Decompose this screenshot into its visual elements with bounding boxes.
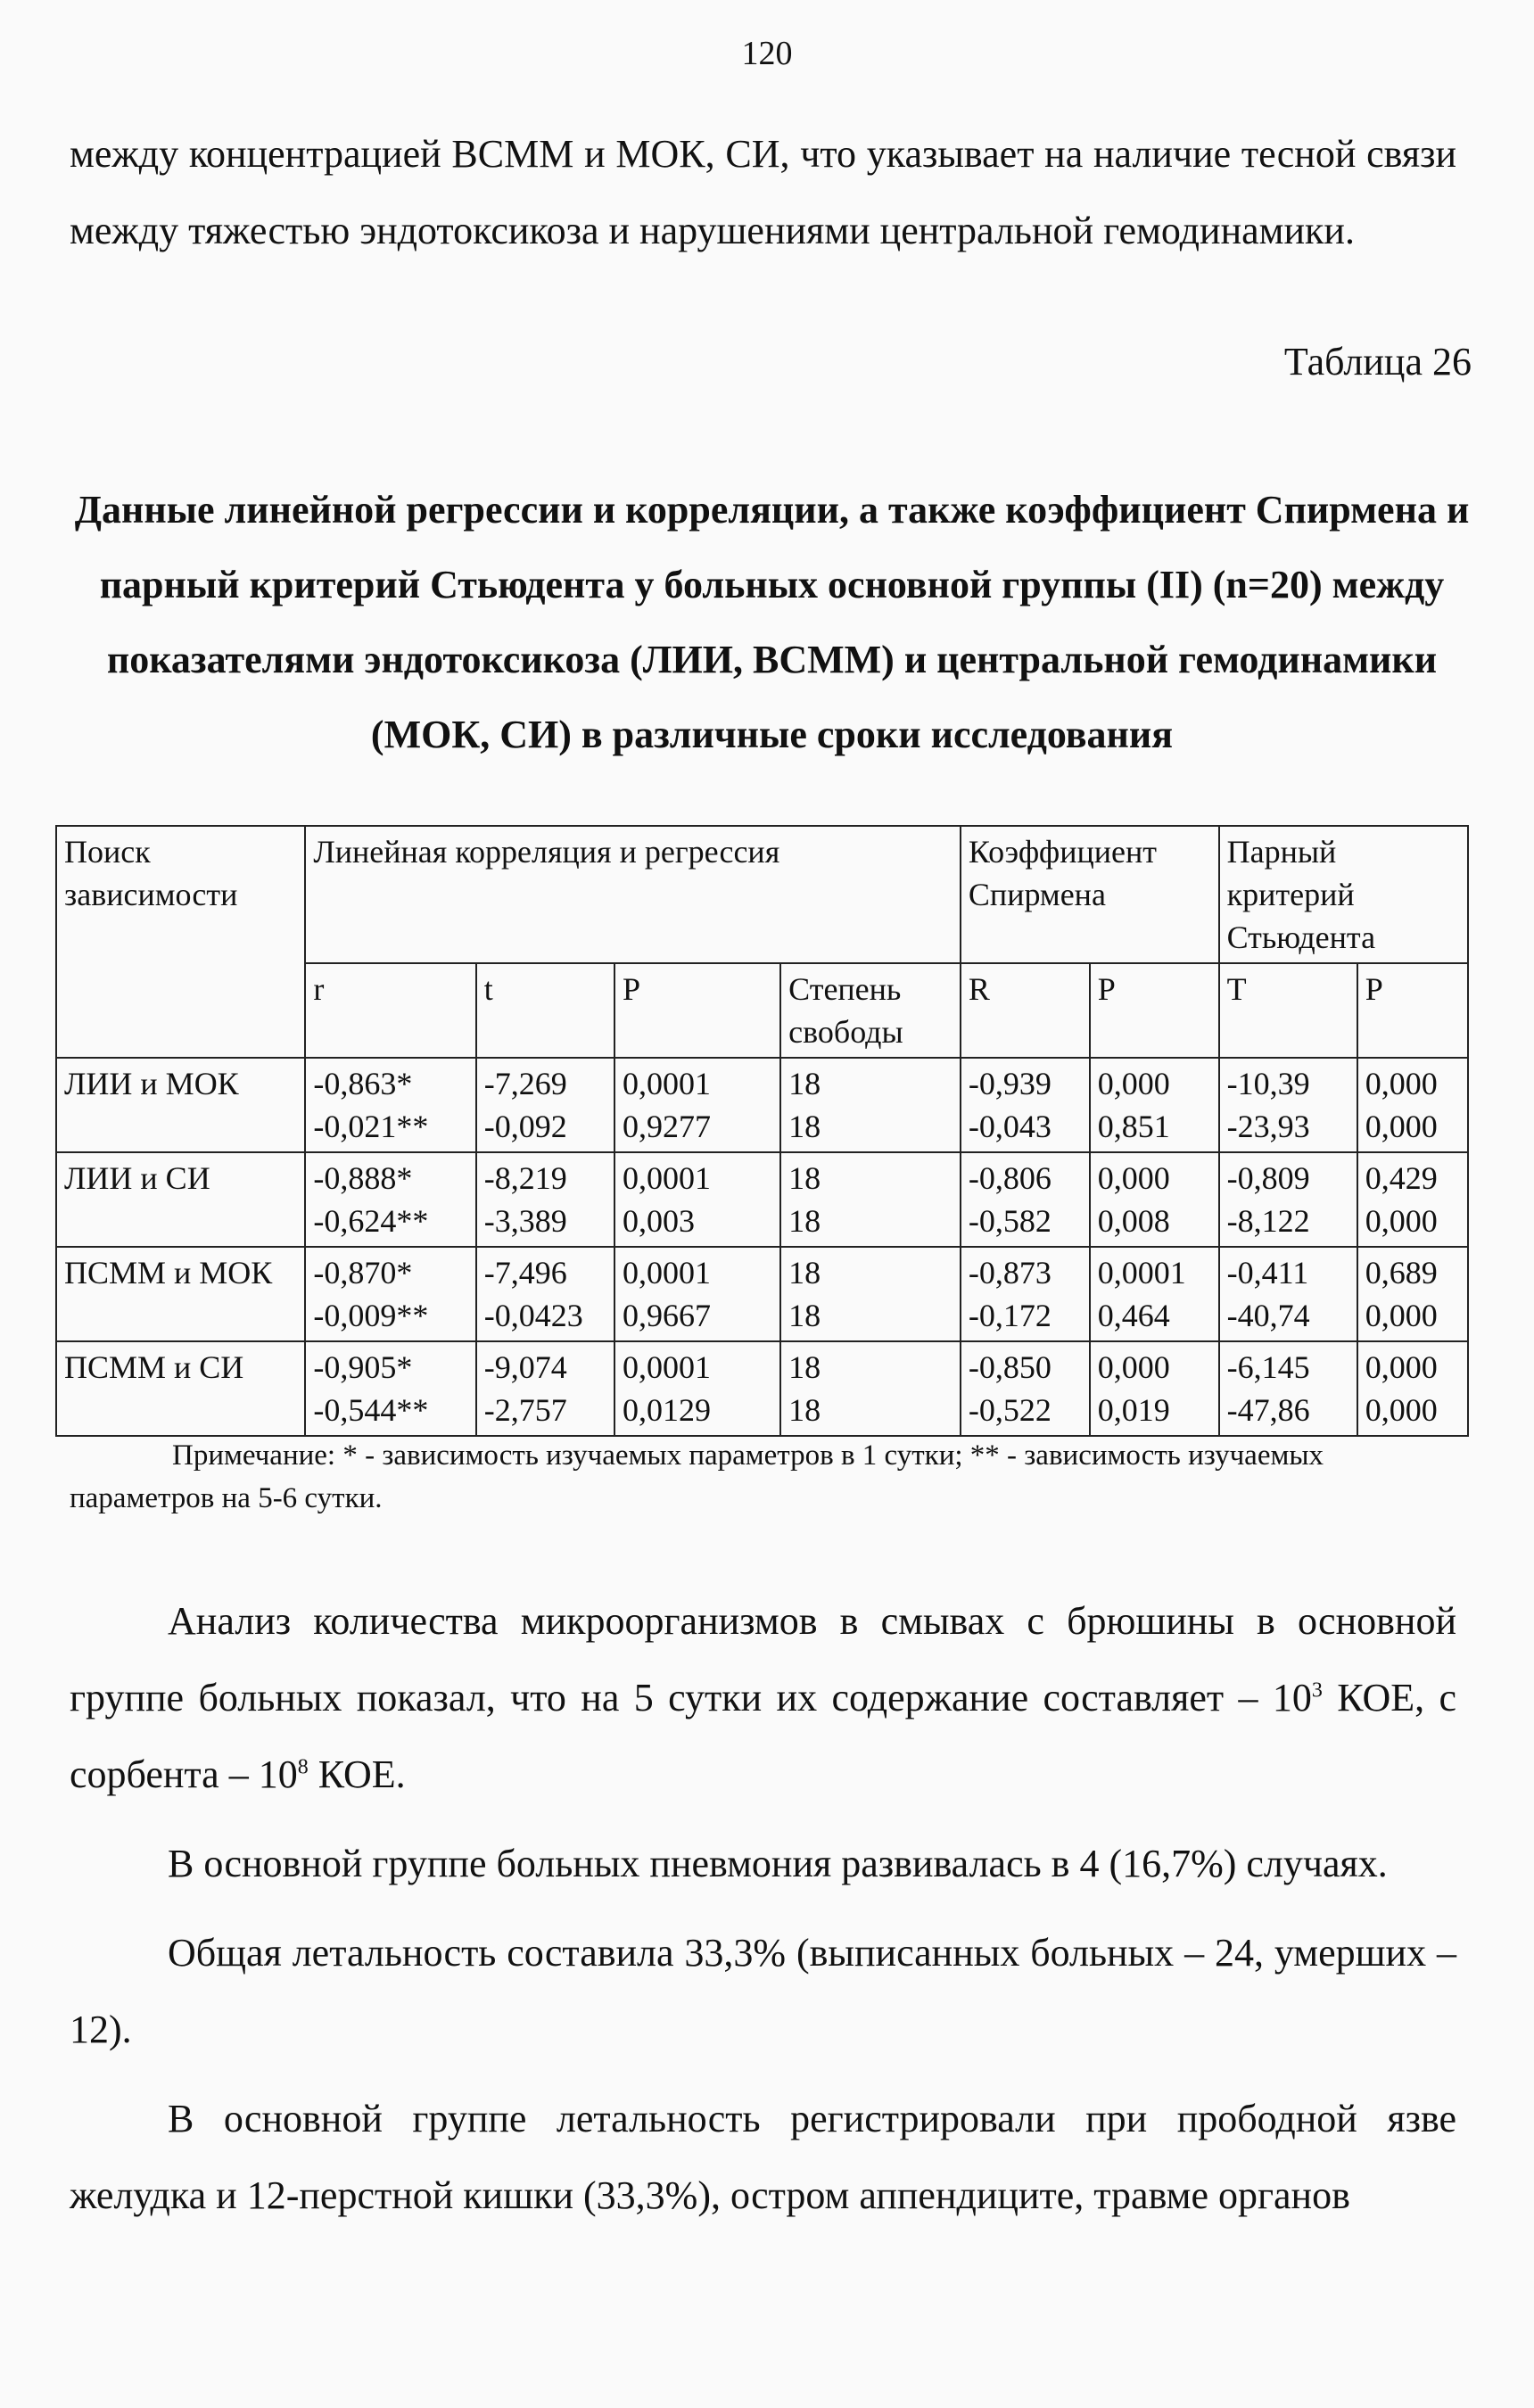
table-cell — [1357, 1152, 1468, 1247]
table-note: Примечание: * - зависимость изучаемых параметров в 1 сутки; ** - зависимость изучаемых параметров на 5-6 сутки. — [70, 1439, 1324, 1514]
table-cell — [1219, 1247, 1357, 1341]
cell-value: -8,219 — [483, 1160, 567, 1196]
cell-value: 18 — [788, 1109, 821, 1144]
table-cell — [1090, 1152, 1219, 1247]
cell-value: 18 — [788, 1349, 821, 1385]
table-cell — [614, 1247, 780, 1341]
paragraph-mortality: Общая летальность составила 33,3% (выписанных больных – 24, умерших – 12). — [70, 1931, 1456, 2051]
cell-value: -3,389 — [483, 1203, 567, 1239]
header-search: Поиск зависимости — [56, 826, 305, 1058]
cell-value: 18 — [788, 1298, 821, 1333]
cell-value: -8,122 — [1226, 1203, 1310, 1239]
cell-value: -23,93 — [1226, 1109, 1310, 1144]
cell-value: 0,0001 — [622, 1066, 711, 1101]
cell-value: -0,411 — [1226, 1255, 1309, 1291]
cell-value: 18 — [788, 1255, 821, 1291]
table-cell — [305, 1341, 475, 1436]
table-cell — [780, 1152, 961, 1247]
row-label: ЛИИ и СИ — [56, 1152, 305, 1247]
paragraph-microorganisms-part2: КОЕ, с сорбента – 10 — [70, 1676, 1456, 1796]
regression-table — [55, 825, 1469, 1437]
cell-value: -40,74 — [1226, 1298, 1310, 1333]
subheader-t: t — [476, 963, 614, 1058]
cell-value: 0,851 — [1097, 1109, 1170, 1144]
cell-value: 18 — [788, 1203, 821, 1239]
paragraph-microorganisms — [70, 1583, 1456, 1813]
cell-value: 18 — [788, 1392, 821, 1428]
cell-value: -2,757 — [483, 1392, 567, 1428]
row-label: ПСММ и МОК — [56, 1247, 305, 1341]
table-cell — [1219, 1152, 1357, 1247]
cell-value: -0,021** — [313, 1109, 429, 1144]
table-cell — [305, 1247, 475, 1341]
table-label: Таблица 26 — [1283, 340, 1472, 383]
row-label: ПСММ и СИ — [56, 1341, 305, 1436]
cell-value: 0,000 — [1097, 1066, 1170, 1101]
table-cell — [1090, 1341, 1219, 1436]
table-header-row — [56, 826, 1468, 963]
exponent-2: 8 — [297, 1755, 309, 1779]
table-cell — [780, 1247, 961, 1341]
cell-value: 0,0001 — [622, 1255, 711, 1291]
table-cell — [961, 1058, 1090, 1152]
cell-value: -7,269 — [483, 1066, 567, 1101]
cell-value: -7,496 — [483, 1255, 567, 1291]
table-cell — [780, 1341, 961, 1436]
intro-paragraph — [70, 116, 1456, 269]
cell-value: 0,689 — [1365, 1255, 1438, 1291]
cell-value: 0,0001 — [1097, 1255, 1186, 1291]
cell-value: -6,145 — [1226, 1349, 1310, 1385]
header-spearman: Коэффициент Спирмена — [961, 826, 1219, 963]
cell-value: -0,888* — [313, 1160, 413, 1196]
cell-value: 0,019 — [1097, 1392, 1170, 1428]
cell-value: 0,0001 — [622, 1349, 711, 1385]
table-cell — [1357, 1058, 1468, 1152]
table-title: Данные линейной регрессии и корреляции, а также коэффициент Спирмена и парный критерий Стьюдента у больных основной группы (II) (n=20) между показателями эндотоксикоза (ЛИИ, ВСММ) и центральной гемодинамики (МОК, СИ) в различные сроки исследования — [74, 488, 1470, 756]
cell-value: -0,870* — [313, 1255, 413, 1291]
table-cell — [614, 1058, 780, 1152]
cell-value: 0,000 — [1097, 1160, 1170, 1196]
table-cell — [1090, 1247, 1219, 1341]
cell-value: -0,043 — [968, 1109, 1052, 1144]
subheader-r: r — [305, 963, 475, 1058]
cell-value: -9,074 — [483, 1349, 567, 1385]
row-label: ЛИИ и МОК — [56, 1058, 305, 1152]
subheader-p: P — [614, 963, 780, 1058]
table-cell — [1219, 1058, 1357, 1152]
cell-value: 0,0001 — [622, 1160, 711, 1196]
cell-value: -0,582 — [968, 1203, 1052, 1239]
paragraph-microorganisms-part1: Анализ количества микроорганизмов в смывах с брюшины в основной группе больных показал, что на 5 сутки их содержание составляет – 10 — [70, 1599, 1456, 1719]
table-row — [56, 1341, 1468, 1436]
subheader-spearman-p: P — [1090, 963, 1219, 1058]
table-cell — [476, 1247, 614, 1341]
paragraph-microorganisms-part3: КОЕ. — [308, 1752, 406, 1796]
cell-value: -0,850 — [968, 1349, 1052, 1385]
cell-value: -0,873 — [968, 1255, 1052, 1291]
cell-value: -0,0423 — [483, 1298, 583, 1333]
cell-value: -10,39 — [1226, 1066, 1310, 1101]
table-row — [56, 1247, 1468, 1341]
table-row — [56, 1058, 1468, 1152]
cell-value: -0,809 — [1226, 1160, 1310, 1196]
cell-value: -0,009** — [313, 1298, 429, 1333]
cell-value: 0,429 — [1365, 1160, 1438, 1196]
table-cell — [614, 1341, 780, 1436]
cell-value: 0,000 — [1365, 1392, 1438, 1428]
paragraph-pneumonia: В основной группе больных пневмония развивалась в 4 (16,7%) случаях. — [168, 1842, 1388, 1885]
subheader-student-p: P — [1357, 963, 1468, 1058]
cell-value: 0,9277 — [622, 1109, 711, 1144]
cell-value: 18 — [788, 1066, 821, 1101]
intro-text: между концентрацией ВСММ и МОК, СИ, что указывает на наличие тесной связи между тяжестью эндотоксикоза и нарушениями центральной гемодинамики. — [70, 132, 1456, 252]
table-cell — [961, 1341, 1090, 1436]
table-row — [56, 1152, 1468, 1247]
cell-value: -0,863* — [313, 1066, 413, 1101]
cell-value: 0,000 — [1365, 1203, 1438, 1239]
table-cell — [780, 1058, 961, 1152]
table-body — [56, 826, 1468, 1436]
table-cell — [305, 1152, 475, 1247]
cell-value: -0,092 — [483, 1109, 567, 1144]
cell-value: -0,624** — [313, 1203, 429, 1239]
paragraph-mortality-causes: В основной группе летальность регистрировали при прободной язве желудка и 12-перстной кишки (33,3%), остром аппендиците, травме органов — [70, 2097, 1456, 2217]
cell-value: -0,806 — [968, 1160, 1052, 1196]
table-cell — [305, 1058, 475, 1152]
cell-value: 0,9667 — [622, 1298, 711, 1333]
subheader-student-t: T — [1219, 963, 1357, 1058]
cell-value: -0,939 — [968, 1066, 1052, 1101]
header-student: Парный критерий Стьюдента — [1219, 826, 1468, 963]
cell-value: 0,008 — [1097, 1203, 1170, 1239]
table-cell — [1090, 1058, 1219, 1152]
table-cell — [1357, 1341, 1468, 1436]
cell-value: 0,003 — [622, 1203, 695, 1239]
cell-value: 0,000 — [1097, 1349, 1170, 1385]
body-text — [70, 1583, 1456, 2234]
header-linear: Линейная корреляция и регрессия — [305, 826, 961, 963]
cell-value: 18 — [788, 1160, 821, 1196]
table-cell — [476, 1341, 614, 1436]
cell-value: -0,522 — [968, 1392, 1052, 1428]
table-cell — [476, 1058, 614, 1152]
cell-value: -0,172 — [968, 1298, 1052, 1333]
cell-value: 0,000 — [1365, 1109, 1438, 1144]
cell-value: 0,464 — [1097, 1298, 1170, 1333]
table-cell — [1219, 1341, 1357, 1436]
table-cell — [614, 1152, 780, 1247]
subheader-spearman-r: R — [961, 963, 1090, 1058]
cell-value: -47,86 — [1226, 1392, 1310, 1428]
cell-value: 0,000 — [1365, 1298, 1438, 1333]
cell-value: -0,905* — [313, 1349, 413, 1385]
table-cell — [476, 1152, 614, 1247]
cell-value: 0,000 — [1365, 1066, 1438, 1101]
cell-value: -0,544** — [313, 1392, 429, 1428]
table-cell — [961, 1247, 1090, 1341]
cell-value: 0,0129 — [622, 1392, 711, 1428]
page-number: 120 — [741, 35, 793, 72]
cell-value: 0,000 — [1365, 1349, 1438, 1385]
table-cell — [961, 1152, 1090, 1247]
subheader-df: Степень свободы — [780, 963, 961, 1058]
exponent-1: 3 — [1311, 1678, 1323, 1703]
table-cell — [1357, 1247, 1468, 1341]
